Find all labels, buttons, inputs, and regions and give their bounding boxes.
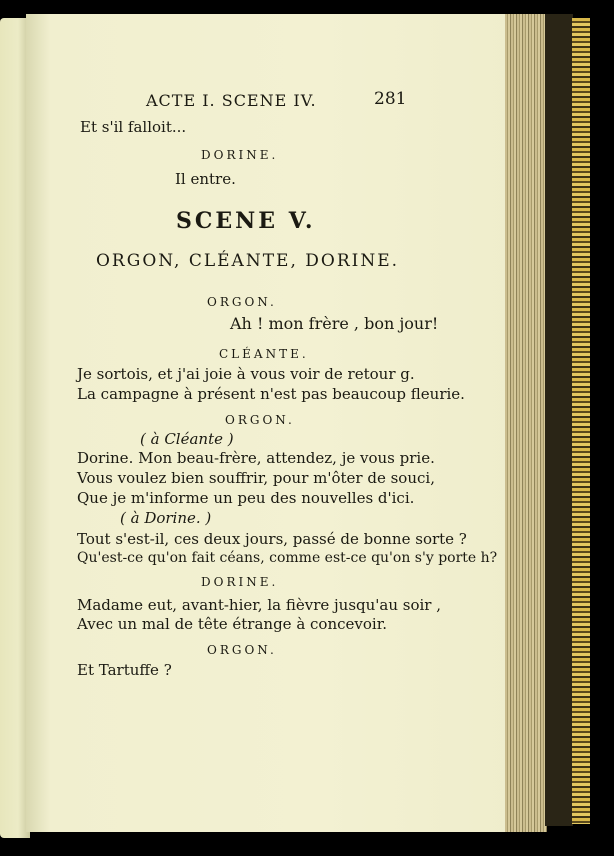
running-header: ACTE I. SCENE IV. — [146, 91, 317, 110]
character-name: DORINE. — [201, 148, 279, 162]
character-name: ORGON. — [207, 295, 277, 309]
verse-line: Qu'est-ce qu'on fait céans, comme est-ce qu'on s'y porte h? — [77, 550, 498, 566]
character-name: DORINE. — [201, 575, 279, 589]
verse-line: Dorine. Mon beau-frère, attendez, je vous prie. — [77, 449, 435, 467]
verse-line: Que je m'informe un peu des nouvelles d'ici. — [77, 489, 415, 507]
stage-direction: Il entre. — [175, 170, 236, 188]
character-name: CLÉANTE. — [219, 347, 309, 361]
verse-line: Tout s'est-il, ces deux jours, passé de bonne sorte ? — [77, 530, 467, 548]
scene-heading: SCENE V. — [176, 208, 316, 234]
stage-direction: ( à Cléante ) — [140, 430, 234, 448]
book-cover — [545, 14, 573, 826]
verse-line: Et Tartuffe ? — [77, 661, 172, 679]
verse-line: La campagne à présent n'est pas beaucoup fleurie. — [77, 385, 465, 403]
page-edges — [505, 14, 547, 832]
character-name: ORGON. — [207, 643, 277, 657]
verse-line: Vous voulez bien souffrir, pour m'ôter de souci, — [77, 469, 435, 487]
verse-line: Et s'il falloit... — [80, 118, 187, 136]
scene-characters: ORGON, CLÉANTE, DORINE. — [96, 251, 400, 271]
verse-line: Madame eut, avant-hier, la fièvre jusqu'au soir , — [77, 596, 442, 614]
verse-line: Je sortois, et j'ai joie à vous voir de retour g. — [77, 365, 415, 383]
verse-line: Ah ! mon frère , bon jour! — [230, 314, 439, 333]
gilt-spine-border — [572, 18, 590, 824]
verse-line: Avec un mal de tête étrange à concevoir. — [77, 615, 387, 633]
stage-direction: ( à Dorine. ) — [120, 509, 212, 527]
character-name: ORGON. — [225, 413, 295, 427]
page-number: 281 — [374, 89, 407, 109]
